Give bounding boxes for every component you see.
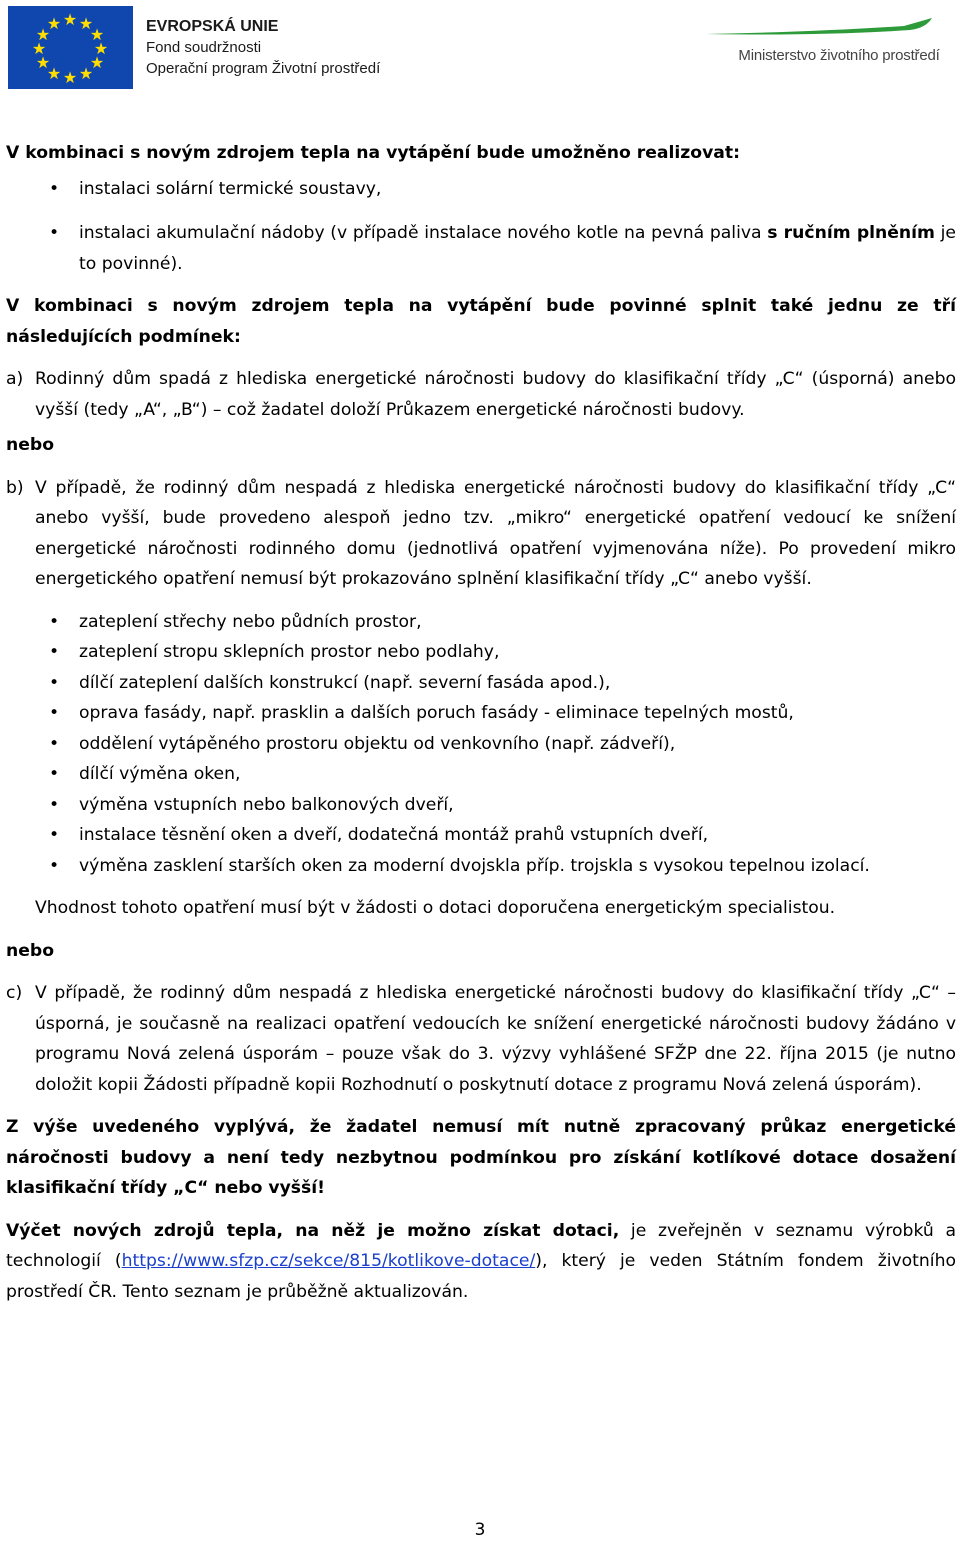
list-item: • oprava fasády, např. prasklin a dalších poruch fasády - eliminace tepelných mostů, [6,698,956,729]
ministry-name: Ministerstvo životního prostředí [738,47,940,64]
bullet-icon: • [49,764,60,784]
svg-text:★: ★ [62,10,78,29]
svg-text:★: ★ [93,39,109,58]
bullet-icon: • [49,223,60,243]
eu-flag-logo [8,6,133,89]
condition-a: a) Rodinný dům spadá z hlediska energetické náročnosti budovy do klasifikační třídy „C“ (úsporná) anebo vyšší (tedy „A“, „B“) – což žadatel doloží Průkazem energetické náročnosti budovy. [6,364,956,425]
condition-label: b) [6,477,24,498]
ministry-leaf-icon [704,16,939,38]
bullet-icon: • [49,855,60,876]
conclusion-note: Z výše uvedeného vyplývá, že žadatel nemusí mít nutně zpracovaný průkaz energetické náročnosti budovy a není tedy nezbytnou podmínkou pro získání kotlíkové dotace dosažení klasifikační třídy „C“ nebo vyšší! [6,1117,956,1198]
bullet-icon: • [49,703,60,723]
svg-text:★: ★ [46,14,62,33]
list-item: • dílčí zateplení dalších konstrukcí (např. severní fasáda apod.), [6,668,956,699]
condition-b: b) V případě, že rodinný dům nespadá z hlediska energetické náročnosti budovy do klasifikační třídy „C“ anebo vyšší, bude provedeno alespoň jedno tzv. „mikro“ energetické opatření vedoucí ke snížení energetické náročnosti rodinného domu (jednotlivá opatření vyjmenována níže). Po provedení mikro energetického opatření nemusí být prokazováno splnění klasifikační třídy „C“ anebo vyšší. [6,473,956,595]
svg-text:★: ★ [89,53,105,72]
svg-text:★: ★ [78,64,94,83]
product-list-note: Výčet nových zdrojů tepla, na něž je možno získat dotaci, je zveřejněn v seznamu výrobků a technologií (https://www.sfzp.cz/sekce/815/kotlikove-dotace/), který je veden Státním fondem životního prostředí ČR. Tento seznam je průběžně aktualizován. [6,1220,956,1302]
condition-c: c) V případě, že rodinný dům nespadá z hlediska energetické náročnosti budovy do klasifikační třídy „C“ – úsporná, je současně na realizaci opatření vedoucích ke snížení energetické náročnosti budovy žádáno v programu Nová zelená úsporám – pouze však do 3. výzvy vyhlášené SFŽP dne 22. října 2015 (je nutno doložit kopii Žádosti případně kopii Rozhodnutí o poskytnutí dotace z programu Nová zelená úsporám). [6,978,956,1100]
document-body [6,138,956,1307]
or-separator: nebo [6,940,55,961]
list-item: • zateplení střechy nebo půdních prostor, [6,607,956,638]
eu-program: Operační program Životní prostředí [146,60,381,77]
list-item: • zateplení stropu sklepních prostor nebo podlahy, [6,637,956,668]
bullet-icon: • [49,178,60,199]
svg-text:★: ★ [62,68,78,87]
page-number: 3 [474,1520,486,1540]
bullet-icon: • [49,825,60,845]
bullet-icon: • [49,672,60,693]
list-item: • instalaci akumulační nádoby (v případě instalace nového kotle na pevná paliva s ručním plněním je to povinné). [6,218,956,279]
eu-program-text [146,16,380,79]
or-separator: nebo [6,435,55,455]
condition-label: c) [6,983,23,1003]
svg-text:★: ★ [35,53,51,72]
bullet-icon: • [49,733,60,754]
page-header [0,0,960,95]
list-item: • výměna vstupních nebo balkonových dveří, [6,790,956,821]
heading-mandatory-conditions: V kombinaci s novým zdrojem tepla na vytápění bude povinné splnit také jednu ze tří následujících podmínek: [6,296,956,347]
sfzp-link[interactable]: https://www.sfzp.cz/sekce/815/kotlikove-dotace/ [121,1251,536,1271]
svg-text:★: ★ [31,39,47,58]
options-list [6,174,956,280]
list-item: • dílčí výměna oken, [6,759,956,790]
ministry-logo [724,20,954,70]
list-item: • instalaci solární termické soustavy, [6,174,956,205]
eu-stars-icon [8,6,133,89]
specialist-recommendation: Vhodnost tohoto opatření musí být v žádosti o dotaci doporučena energetickým specialistou. [35,898,836,918]
list-item: • výměna zasklení starších oken za moderní dvojskla příp. trojskla s vysokou tepelnou izolací. [6,851,956,882]
svg-text:★: ★ [78,14,94,33]
micro-measures-list [6,607,956,882]
heading-combination-options: V kombinaci s novým zdrojem tepla na vytápění bude umožněno realizovat: [6,143,740,163]
svg-text:★: ★ [46,64,62,83]
bullet-icon: • [49,794,60,815]
eu-title: EVROPSKÁ UNIE [146,18,279,35]
svg-text:★: ★ [89,25,105,44]
bullet-icon: • [49,642,60,662]
svg-text:★: ★ [35,25,51,44]
list-item: • oddělení vytápěného prostoru objektu od venkovního (např. zádveří), [6,729,956,760]
condition-label: a) [6,369,24,389]
bullet-icon: • [49,611,60,632]
eu-fund: Fond soudržnosti [146,39,262,56]
list-item: • instalace těsnění oken a dveří, dodatečná montáž prahů vstupních dveří, [6,820,956,851]
